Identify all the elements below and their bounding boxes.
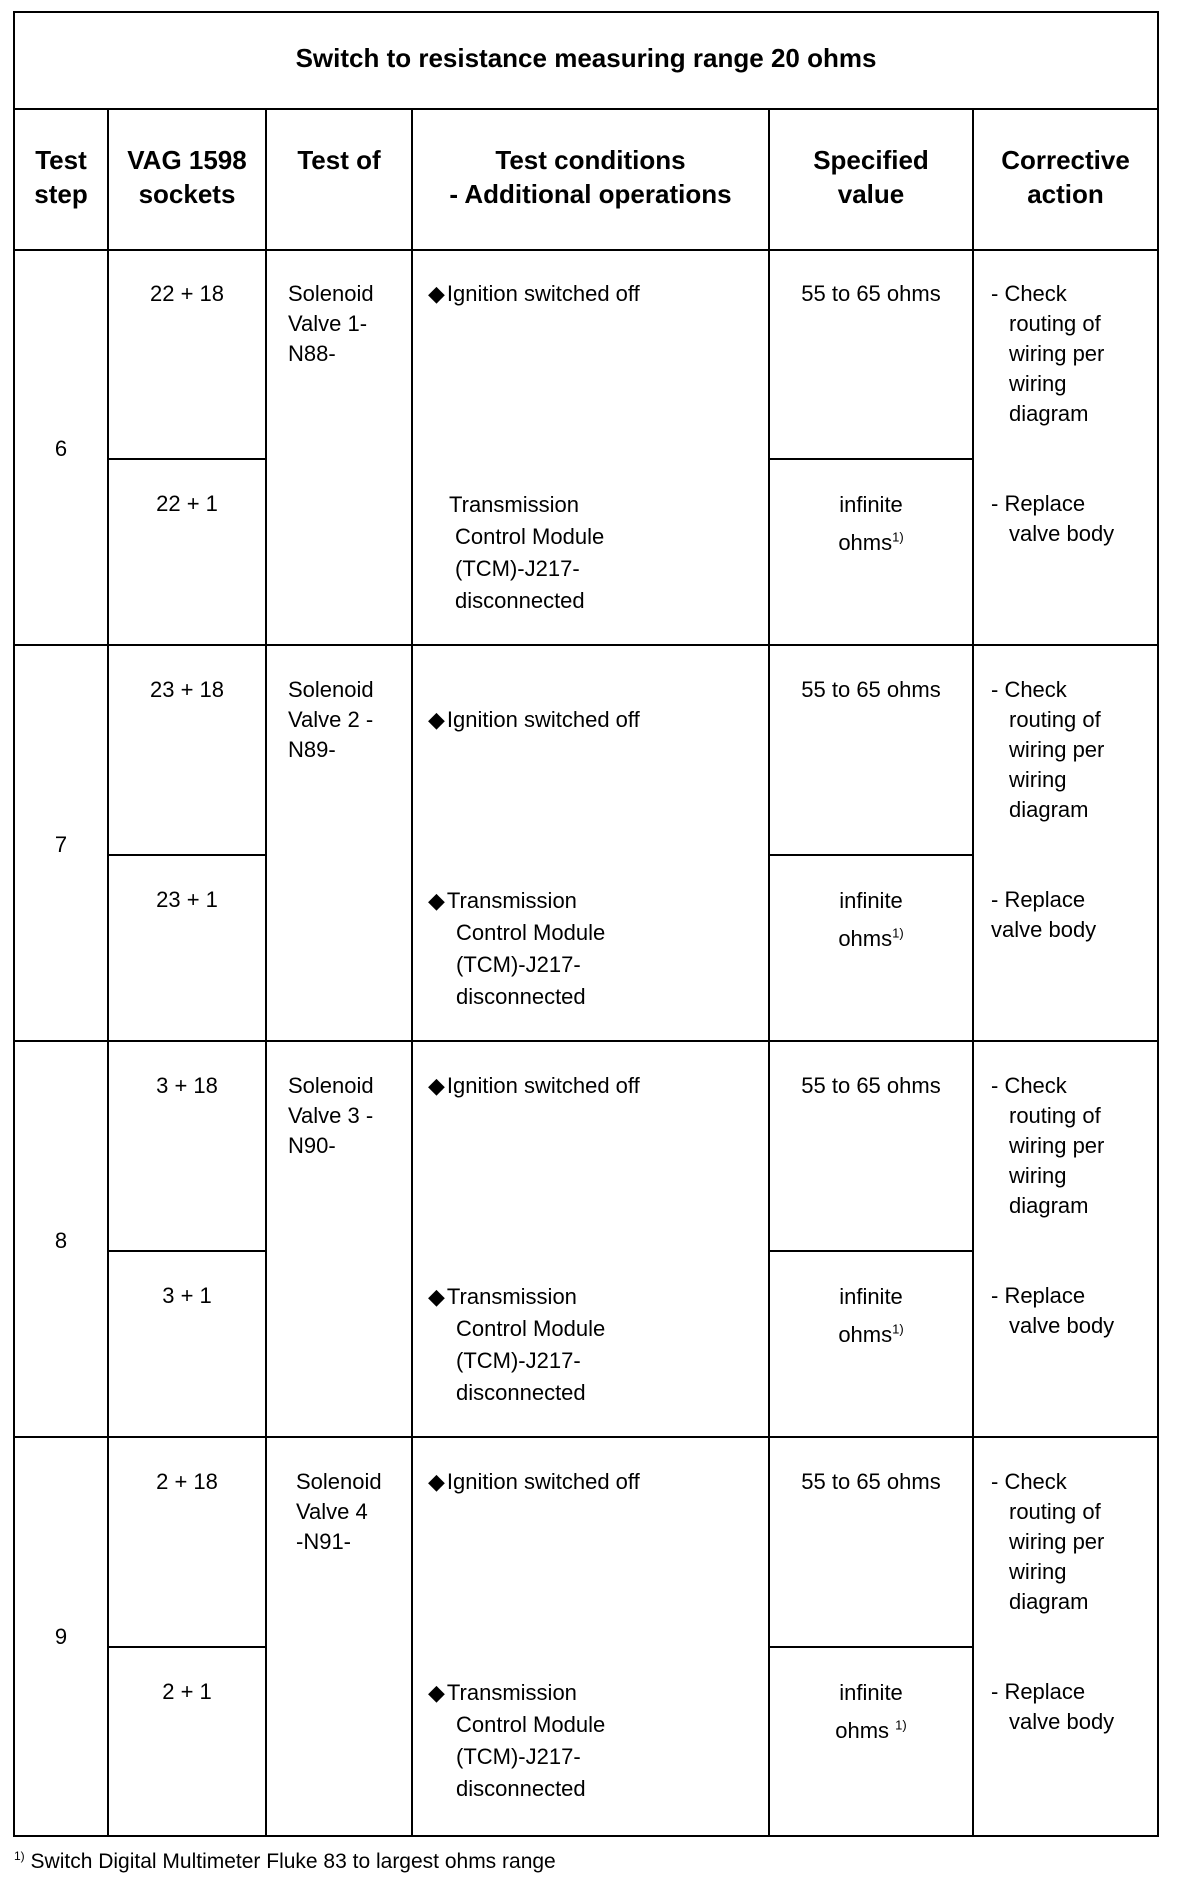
diamond-bullet-icon: ◆ (428, 1469, 445, 1494)
header-specified-value: Specified value (813, 145, 929, 209)
corrective-action: - Check routing of wiring per wiring diagram (991, 1469, 1105, 1614)
corrective-action: - Replace valve body (991, 1283, 1115, 1338)
sockets-value: 2 + 1 (162, 1679, 212, 1704)
header-test-of: Test of (297, 145, 381, 175)
sockets-value: 3 + 1 (162, 1283, 212, 1308)
specified-value: 55 to 65 ohms (801, 1073, 941, 1098)
group-divider-3 (15, 1436, 1157, 1438)
col-divider-3 (411, 108, 413, 1835)
test-condition: ◆Transmission Control Module (TCM)-J217- disconnected (428, 1680, 606, 1801)
header-sockets: VAG 1598 sockets (127, 145, 247, 209)
footnote-marker: 1) (14, 1849, 25, 1863)
step-number: 7 (54, 832, 68, 857)
sockets-value: 23 + 1 (156, 887, 218, 912)
specified-value: infinite ohms$^{1)}$ (838, 888, 904, 951)
sockets-value: 2 + 18 (156, 1469, 218, 1494)
group-divider-2 (15, 1040, 1157, 1042)
specified-value: 55 to 65 ohms (801, 1469, 941, 1494)
diamond-bullet-icon: ◆ (428, 1073, 445, 1098)
step-number: 8 (54, 1228, 68, 1253)
specified-value: infinite ohms $^{1)}$ (835, 1680, 907, 1743)
sockets-value: 23 + 18 (149, 677, 224, 702)
step-number: 6 (54, 436, 68, 461)
test-condition: Transmission Control Module (TCM)-J217- disconnected (449, 492, 605, 613)
step-number: 9 (54, 1624, 68, 1649)
diamond-bullet-icon: ◆ (428, 1680, 445, 1705)
sub-divider-value-6 (768, 458, 974, 460)
header-test-step: Test step (34, 145, 88, 209)
sub-divider-value-8 (768, 1250, 974, 1252)
footnote: $^{1)}$ Switch Digital Multimeter Fluke 83 to largest ohms range (14, 1849, 556, 1873)
footnote-marker: 1) (892, 1321, 904, 1337)
corrective-action: - Replace valve body (991, 1679, 1115, 1734)
sub-divider-sockets-7 (107, 854, 267, 856)
footnote-marker: 1) (892, 925, 904, 941)
header-test-conditions: Test conditions - Additional operations (449, 145, 732, 209)
header-divider (15, 249, 1157, 251)
header-corrective-action: Corrective action (1001, 145, 1130, 209)
col-divider-4 (768, 108, 770, 1835)
sockets-value: 22 + 18 (149, 281, 224, 306)
test-condition: ◆Ignition switched off (428, 1469, 640, 1494)
title-divider (15, 108, 1157, 110)
diamond-bullet-icon: ◆ (428, 888, 445, 913)
specified-value: 55 to 65 ohms (801, 677, 941, 702)
specified-value: infinite ohms$^{1)}$ (838, 1284, 904, 1347)
col-divider-5 (972, 108, 974, 1835)
diamond-bullet-icon: ◆ (428, 1284, 445, 1309)
corrective-action: - Replace valve body (991, 491, 1115, 546)
col-divider-2 (265, 108, 267, 1835)
test-of-component: Solenoid Valve 1- N88- (288, 281, 374, 366)
footnote-marker: 1) (892, 529, 904, 545)
group-divider-1 (15, 644, 1157, 646)
specified-value: 55 to 65 ohms (801, 281, 941, 306)
test-condition: ◆Ignition switched off (428, 1073, 640, 1098)
sub-divider-sockets-6 (107, 458, 267, 460)
test-condition: ◆Transmission Control Module (TCM)-J217- disconnected (428, 1284, 606, 1405)
test-condition: ◆Ignition switched off (428, 281, 640, 306)
sockets-value: 3 + 18 (156, 1073, 218, 1098)
corrective-action: - Check routing of wiring per wiring diagram (991, 677, 1105, 822)
corrective-action: - Replace valve body (991, 887, 1097, 942)
test-condition: ◆Ignition switched off (428, 707, 640, 732)
diamond-bullet-icon: ◆ (428, 707, 445, 732)
corrective-action: - Check routing of wiring per wiring diagram (991, 281, 1105, 426)
specified-value: infinite ohms$^{1)}$ (838, 492, 904, 555)
sub-divider-sockets-8 (107, 1250, 267, 1252)
test-condition: ◆Transmission Control Module (TCM)-J217- disconnected (428, 888, 606, 1009)
table-title: Switch to resistance measuring range 20 ohms (295, 43, 877, 73)
sub-divider-value-9 (768, 1646, 974, 1648)
sub-divider-value-7 (768, 854, 974, 856)
footnote-marker: 1) (895, 1717, 907, 1733)
test-of-component: Solenoid Valve 2 - N89- (288, 677, 374, 762)
col-divider-1 (107, 108, 109, 1835)
test-of-component: Solenoid Valve 3 - N90- (288, 1073, 374, 1158)
resistance-test-table (13, 11, 1159, 1837)
sub-divider-sockets-9 (107, 1646, 267, 1648)
test-of-component: Solenoid Valve 4 -N91- (296, 1469, 382, 1554)
diamond-bullet-icon: ◆ (428, 281, 445, 306)
sockets-value: 22 + 1 (156, 491, 218, 516)
corrective-action: - Check routing of wiring per wiring diagram (991, 1073, 1105, 1218)
